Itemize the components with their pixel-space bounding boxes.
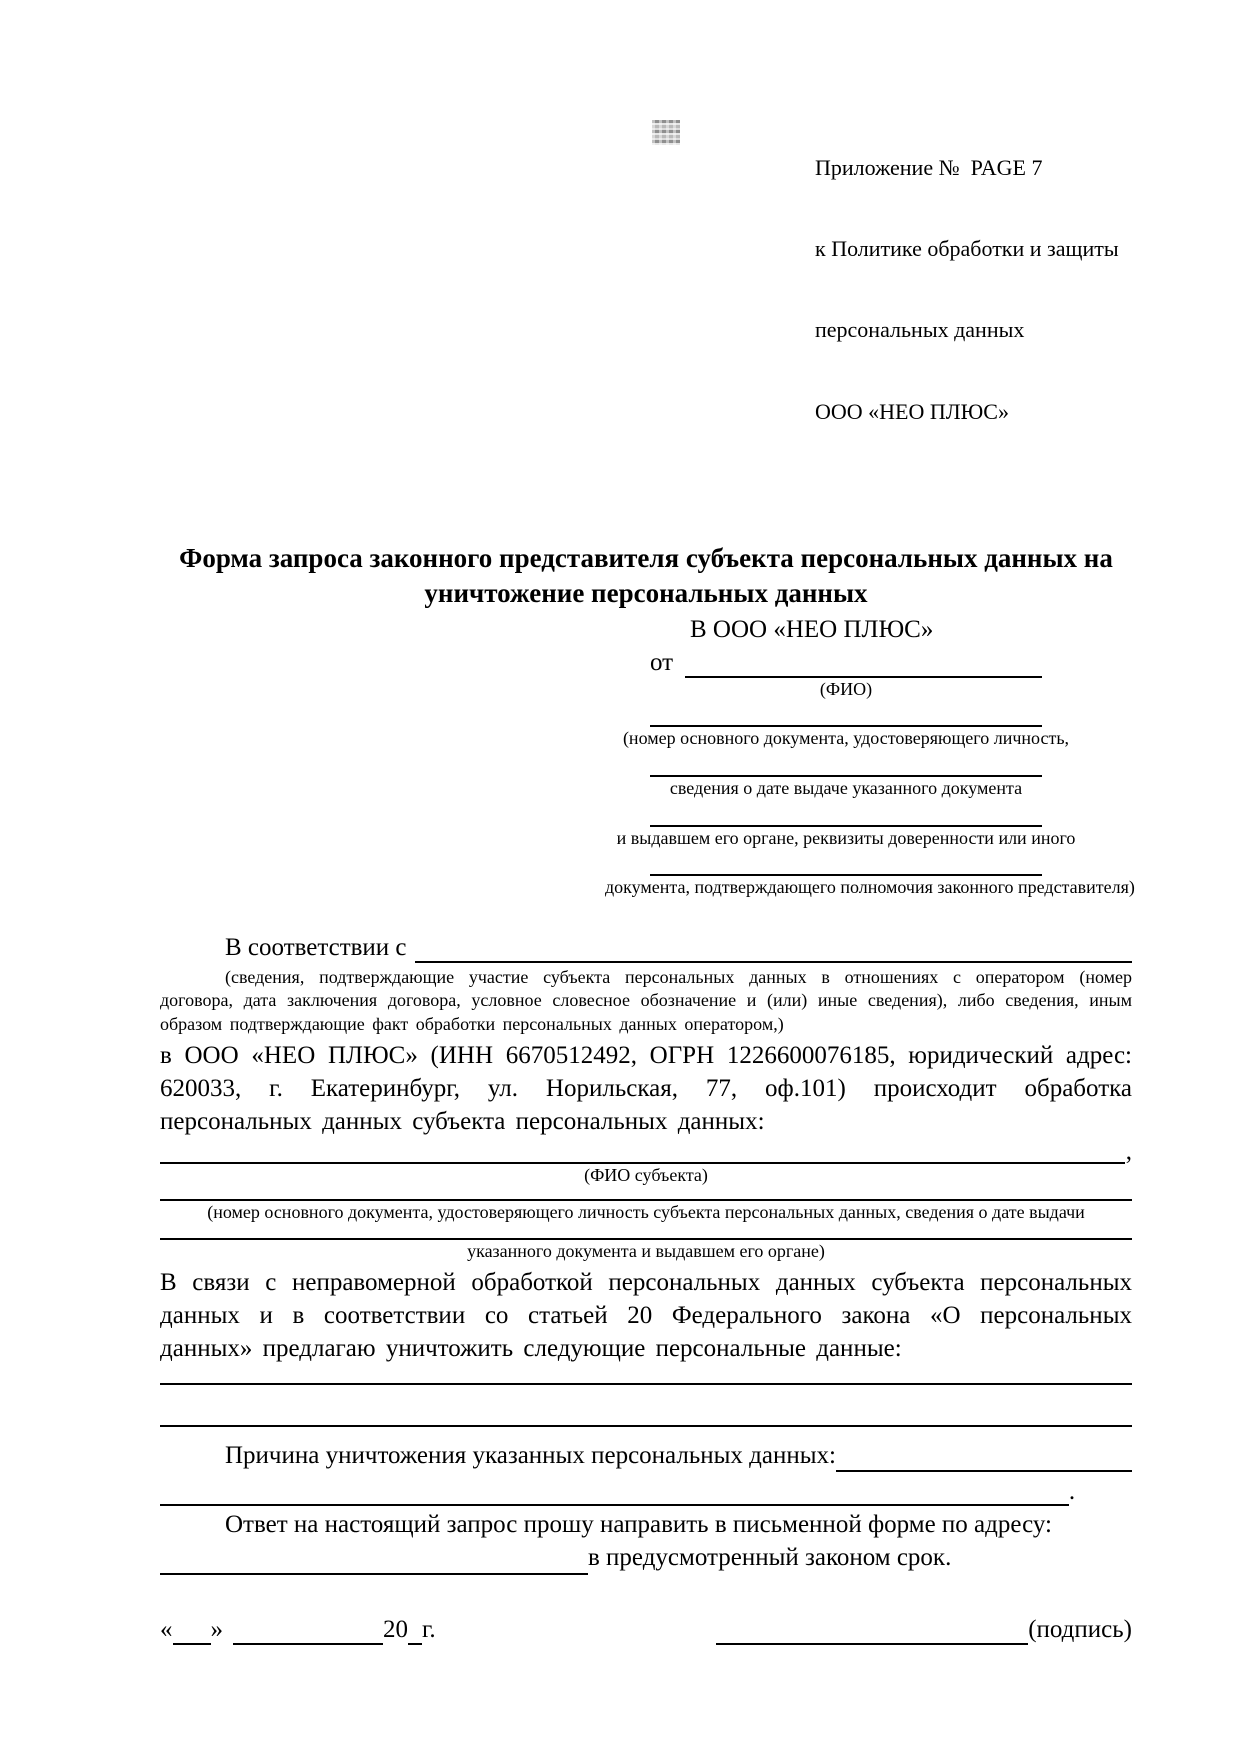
signature-group bbox=[716, 1615, 1132, 1645]
appendix-line-2: к Политике обработки и защиты bbox=[815, 236, 1119, 262]
signature-field[interactable] bbox=[716, 1621, 1028, 1645]
year-prefix: 20 bbox=[383, 1615, 408, 1643]
from-row bbox=[650, 648, 1042, 678]
appendix-line-1: Приложение № PAGE 7 bbox=[815, 155, 1043, 181]
data-to-destroy-field-2[interactable] bbox=[160, 1385, 1132, 1427]
subject-doc-issuer-field[interactable] bbox=[160, 1224, 1132, 1240]
reply-suffix: в предусмотренный законом срок. bbox=[588, 1544, 952, 1572]
reason-label: Причина уничтожения указанных персональных данных: bbox=[225, 1442, 836, 1470]
authority-doc-field[interactable] bbox=[650, 858, 1042, 876]
relationship-details-field[interactable] bbox=[415, 937, 1132, 963]
operator-paragraph: в ООО «НЕО ПЛЮС» (ИНН 6670512492, ОГРН 1226600076185, юридический адрес: 620033, г. Екатеринбург, ул. Норильская, 77, оф.101) происходит обработка персональных данных субъекта персональных данных: bbox=[160, 1041, 1132, 1136]
representative-name-field[interactable] bbox=[685, 652, 1042, 678]
reply-address-row bbox=[160, 1542, 1132, 1575]
authority-doc-caption: документа, подтверждающего полномочия законного представителя) bbox=[605, 877, 1135, 898]
reason-continuation-row bbox=[160, 1476, 1132, 1506]
date-group bbox=[160, 1615, 436, 1645]
open-quote: « bbox=[160, 1615, 173, 1643]
according-note: (сведения, подтверждающие участие субъекта персональных данных в отношениях с оператором (номер договора, дата заключения договора, условное словесное обозначение и (или) иные сведения), либо сведения, иным образом подтверждающие факт обработки персональных данных оператором,) bbox=[160, 966, 1132, 1034]
sentence-period: . bbox=[1068, 1477, 1076, 1505]
doc-issue-date-caption: сведения о дате выдаче указанного документа bbox=[669, 778, 1023, 799]
year-suffix: г. bbox=[422, 1615, 436, 1643]
doc-issuer-caption: и выдавшем его органе, реквизиты доверенности или иного bbox=[616, 827, 1076, 848]
according-row bbox=[160, 933, 1132, 963]
doc-number-caption: (номер основного документа, удостоверяющего личность, bbox=[622, 728, 1070, 749]
fio-caption: (ФИО) bbox=[819, 678, 873, 699]
destruction-paragraph: В связи с неправомерной обработкой персональных данных субъекта персональных данных и в соответствии со статьей 20 Федерального закона «О персональных данных» предлагаю уничтожить следующие персональные данные: bbox=[160, 1268, 1132, 1363]
subject-name-row bbox=[160, 1139, 1132, 1164]
embedded-image-placeholder-icon bbox=[652, 120, 680, 145]
signature-caption: (подпись) bbox=[1028, 1615, 1132, 1643]
day-field[interactable] bbox=[173, 1621, 211, 1645]
subject-doc-issuer-caption: указанного документа и выдавшем его органе) bbox=[467, 1240, 825, 1261]
close-quote: » bbox=[210, 1615, 223, 1643]
addressee-company: В ООО «НЕО ПЛЮС» bbox=[690, 615, 934, 643]
subject-name-field[interactable] bbox=[160, 1140, 1125, 1164]
doc-issue-date-field[interactable] bbox=[650, 759, 1042, 777]
reason-row bbox=[160, 1440, 1132, 1471]
addressee-block bbox=[605, 615, 1135, 899]
footer-row bbox=[160, 1615, 1132, 1645]
form-title: Форма запроса законного представителя субъекта персональных данных на уничтожение персональных данных bbox=[179, 542, 1113, 608]
representative-doc-number-field[interactable] bbox=[650, 709, 1042, 727]
reply-address-field[interactable] bbox=[160, 1549, 588, 1575]
according-label: В соответствии с bbox=[225, 933, 407, 961]
subject-doc-field[interactable] bbox=[160, 1186, 1132, 1201]
reply-paragraph: Ответ на настоящий запрос прошу направить в письменной форме по адресу: bbox=[225, 1510, 1052, 1538]
month-field[interactable] bbox=[233, 1621, 383, 1645]
subject-fio-caption: (ФИО субъекта) bbox=[584, 1164, 708, 1185]
data-to-destroy-field-1[interactable] bbox=[160, 1365, 1132, 1385]
doc-issuer-field[interactable] bbox=[650, 809, 1042, 827]
appendix-header bbox=[815, 100, 1125, 479]
trailing-comma: , bbox=[1125, 1137, 1132, 1165]
reason-field[interactable] bbox=[836, 1446, 1132, 1472]
appendix-line-3: персональных данных bbox=[815, 317, 1025, 343]
from-label: от bbox=[650, 648, 674, 676]
subject-doc-caption: (номер основного документа, удостоверяющего личность субъекта персональных данных, сведения о дате выдачи bbox=[207, 1202, 1085, 1223]
reason-field-continued[interactable] bbox=[160, 1476, 1069, 1506]
appendix-line-4: ООО «НЕО ПЛЮС» bbox=[815, 398, 1009, 424]
year-field[interactable] bbox=[408, 1621, 422, 1645]
